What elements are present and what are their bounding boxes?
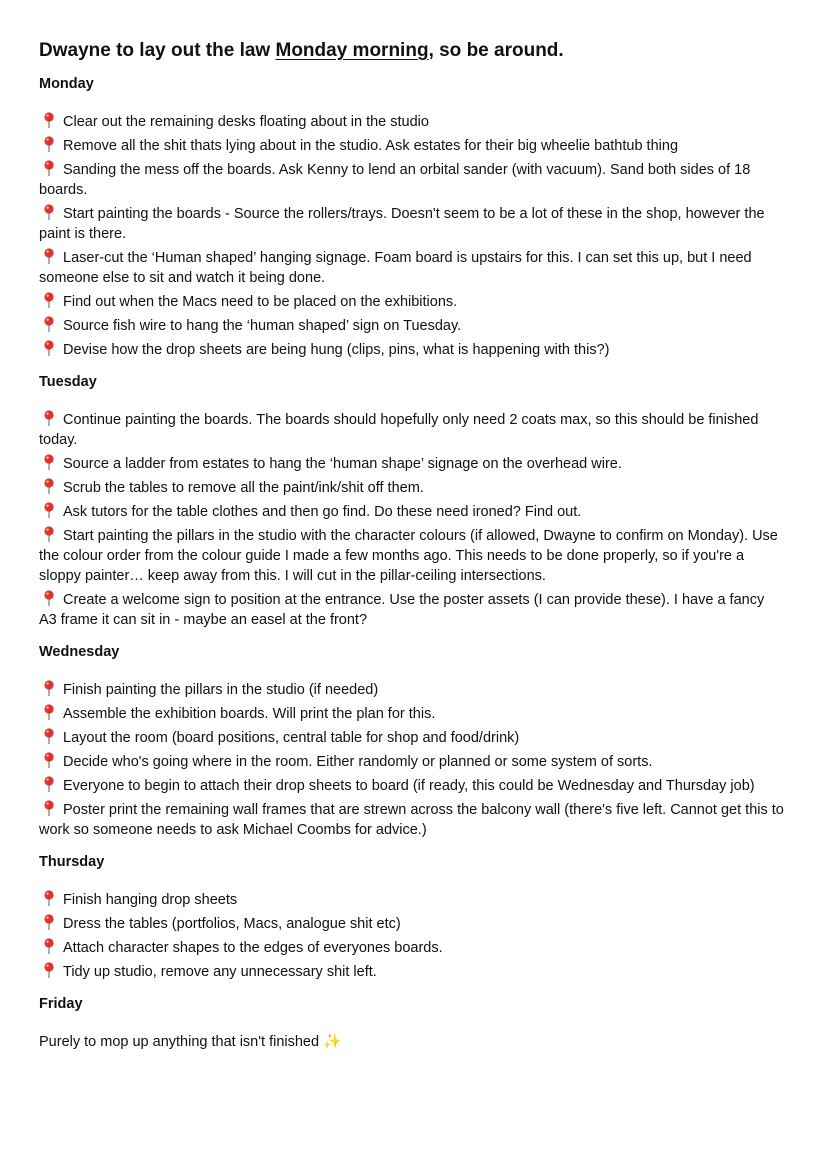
document-page <box>39 38 784 1064</box>
task-text: Poster print the remaining wall frames that are strewn across the balcony wall (there's five left. Cannot get this to work so someone needs to ask Michael Coombs for advice.) <box>39 802 784 838</box>
task-item <box>39 890 784 910</box>
task-item <box>39 248 784 288</box>
task-item <box>39 704 784 724</box>
task-item <box>39 340 784 360</box>
task-text: Layout the room (board positions, central table for shop and food/drink) <box>63 730 520 746</box>
day-section-monday <box>39 74 784 360</box>
round-pushpin-icon <box>43 112 57 128</box>
task-item <box>39 590 784 630</box>
task-text: Start painting the pillars in the studio with the character colours (if allowed, Dwayne to confirm on Monday). Use the colour order from the colour guide I made a few months ago. This needs to be done properly, so if you're a sloppy painter… keep away from this. I will cut in the pillar-ceiling intersections. <box>39 528 778 584</box>
title-post: , so be around. <box>428 40 564 61</box>
task-item <box>39 914 784 934</box>
round-pushpin-icon <box>43 680 57 696</box>
task-item <box>39 160 784 200</box>
task-item <box>39 962 784 982</box>
task-item <box>39 526 784 586</box>
round-pushpin-icon <box>43 160 57 176</box>
task-text: Find out when the Macs need to be placed on the exhibitions. <box>63 294 458 310</box>
task-item <box>39 776 784 796</box>
sparkles-icon: ✨ <box>323 1033 342 1050</box>
round-pushpin-icon <box>43 316 57 332</box>
task-text: Tidy up studio, remove any unnecessary shit left. <box>63 964 377 980</box>
round-pushpin-icon <box>43 204 57 220</box>
round-pushpin-icon <box>43 752 57 768</box>
round-pushpin-icon <box>43 776 57 792</box>
round-pushpin-icon <box>43 478 57 494</box>
day-heading: Tuesday <box>39 374 97 390</box>
task-text: Dress the tables (portfolios, Macs, analogue shit etc) <box>63 916 401 932</box>
task-item <box>39 410 784 450</box>
page-title <box>39 38 784 64</box>
day-heading: Thursday <box>39 854 105 870</box>
task-item <box>39 204 784 244</box>
round-pushpin-icon <box>43 410 57 426</box>
task-text: Everyone to begin to attach their drop sheets to board (if ready, this could be Wednesday and Thursday job) <box>63 778 755 794</box>
task-item <box>39 502 784 522</box>
day-section-thursday <box>39 852 784 982</box>
round-pushpin-icon <box>43 914 57 930</box>
task-text: Sanding the mess off the boards. Ask Kenny to lend an orbital sander (with vacuum). Sand both sides of 18 boards. <box>39 162 751 198</box>
task-text: Remove all the shit thats lying about in the studio. Ask estates for their big wheelie bathtub thing <box>63 138 679 154</box>
round-pushpin-icon <box>43 800 57 816</box>
task-item <box>39 728 784 748</box>
task-text: Attach character shapes to the edges of everyones boards. <box>63 940 443 956</box>
task-text: Scrub the tables to remove all the paint/ink/shit off them. <box>63 480 424 496</box>
friday-text: Purely to mop up anything that isn't finished <box>39 1034 320 1050</box>
round-pushpin-icon <box>43 890 57 906</box>
task-item <box>39 454 784 474</box>
day-sections <box>39 74 784 982</box>
task-item <box>39 680 784 700</box>
task-item <box>39 752 784 772</box>
task-text: Continue painting the boards. The boards should hopefully only need 2 coats max, so this should be finished today. <box>39 412 759 448</box>
title-pre: Dwayne to lay out the law <box>39 40 276 61</box>
day-heading: Monday <box>39 76 94 92</box>
task-text: Create a welcome sign to position at the entrance. Use the poster assets (I can provide these). I have a fancy A3 frame it can sit in - maybe an easel at the front? <box>39 592 765 628</box>
friday-note <box>39 1032 784 1052</box>
round-pushpin-icon <box>43 704 57 720</box>
round-pushpin-icon <box>43 502 57 518</box>
task-text: Assemble the exhibition boards. Will print the plan for this. <box>63 706 436 722</box>
task-text: Decide who's going where in the room. Either randomly or planned or some system of sorts. <box>63 754 653 770</box>
round-pushpin-icon <box>43 454 57 470</box>
task-text: Source fish wire to hang the ‘human shaped’ sign on Tuesday. <box>63 318 462 334</box>
task-item <box>39 478 784 498</box>
task-item <box>39 112 784 132</box>
round-pushpin-icon <box>43 962 57 978</box>
task-text: Ask tutors for the table clothes and then go find. Do these need ironed? Find out. <box>63 504 582 520</box>
task-text: Laser-cut the ‘Human shaped’ hanging signage. Foam board is upstairs for this. I can set this up, but I need someone else to sit and watch it being done. <box>39 250 752 286</box>
task-text: Finish hanging drop sheets <box>63 892 238 908</box>
day-heading: Wednesday <box>39 644 120 660</box>
round-pushpin-icon <box>43 526 57 542</box>
round-pushpin-icon <box>43 292 57 308</box>
task-text: Clear out the remaining desks floating about in the studio <box>63 114 429 130</box>
day-section-friday <box>39 994 784 1052</box>
day-heading: Friday <box>39 996 83 1012</box>
task-item <box>39 292 784 312</box>
round-pushpin-icon <box>43 938 57 954</box>
task-text: Start painting the boards - Source the rollers/trays. Doesn't seem to be a lot of these in the shop, however the paint is there. <box>39 206 765 242</box>
task-item <box>39 136 784 156</box>
day-section-tuesday <box>39 372 784 630</box>
round-pushpin-icon <box>43 340 57 356</box>
round-pushpin-icon <box>43 728 57 744</box>
task-text: Finish painting the pillars in the studio (if needed) <box>63 682 379 698</box>
task-item <box>39 800 784 840</box>
task-text: Devise how the drop sheets are being hung (clips, pins, what is happening with this?) <box>63 342 610 358</box>
title-underlined: Monday morning <box>275 40 429 61</box>
round-pushpin-icon <box>43 248 57 264</box>
task-item <box>39 316 784 336</box>
day-section-wednesday <box>39 642 784 840</box>
task-item <box>39 938 784 958</box>
task-text: Source a ladder from estates to hang the ‘human shape’ signage on the overhead wire. <box>63 456 622 472</box>
round-pushpin-icon <box>43 136 57 152</box>
round-pushpin-icon <box>43 590 57 606</box>
